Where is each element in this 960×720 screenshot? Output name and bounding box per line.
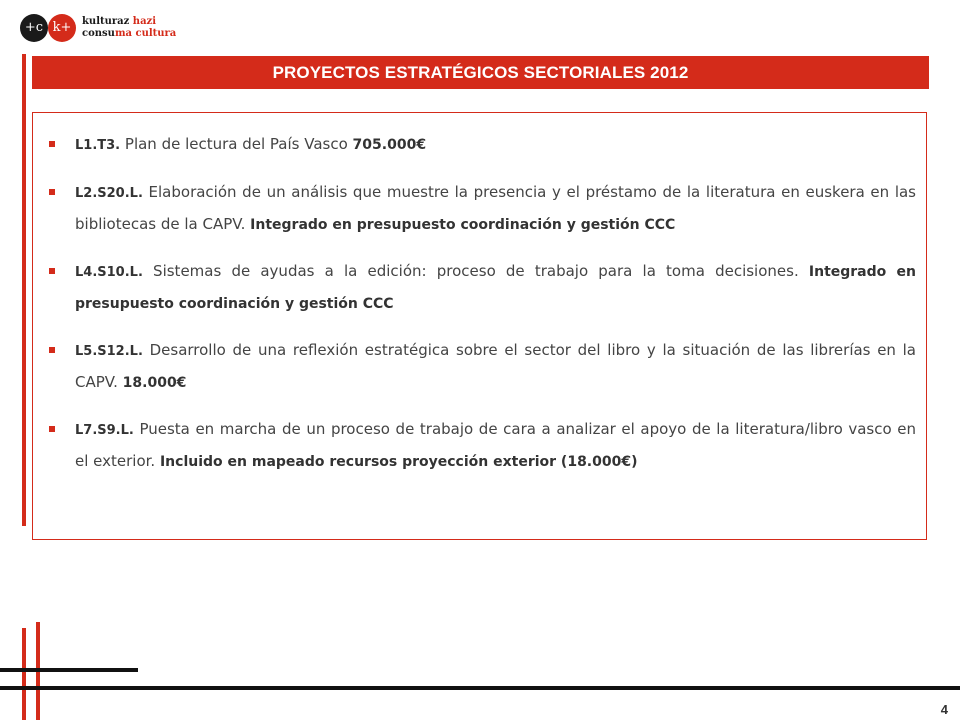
logo-text-hazi: hazi bbox=[132, 16, 157, 27]
item-text: Elaboración de un análisis que muestre la presencia y el préstamo de la literatura en euskera en las bibliotecas de la CAPV. bbox=[75, 183, 916, 233]
bullet-square-icon bbox=[49, 347, 55, 353]
list-item bbox=[49, 129, 916, 161]
decorative-black-line-short bbox=[0, 668, 138, 672]
logo-text-consu: consu bbox=[82, 28, 115, 39]
item-text: Puesta en marcha de un proceso de trabajo de cara a analizar el apoyo de la literatura/libro vasco en el exterior. bbox=[75, 420, 916, 470]
project-list bbox=[49, 129, 916, 493]
item-text: Desarrollo de una reflexión estratégica sobre el sector del libro y la situación de las librerías en la CAPV. bbox=[75, 341, 916, 391]
bullet-square-icon bbox=[49, 141, 55, 147]
logo-circle-plus-c: +c bbox=[20, 14, 48, 42]
list-item bbox=[49, 335, 916, 398]
item-code: L1.T3. bbox=[75, 138, 121, 153]
list-item bbox=[49, 177, 916, 240]
logo-text-ma-cultura: ma cultura bbox=[114, 28, 177, 39]
item-budget: Incluido en mapeado recursos proyección exterior (18.000€) bbox=[159, 454, 638, 470]
page-number: 4 bbox=[940, 702, 948, 717]
list-item bbox=[49, 414, 916, 477]
bullet-square-icon bbox=[49, 426, 55, 432]
item-code: L2.S20.L. bbox=[75, 186, 143, 201]
logo-wordmark bbox=[82, 16, 176, 40]
logo-text-kulturaz: kulturaz bbox=[82, 16, 133, 27]
bullet-square-icon bbox=[49, 189, 55, 195]
item-budget: 18.000€ bbox=[122, 375, 187, 391]
item-budget: Integrado en presupuesto coordinación y gestión CCC bbox=[75, 264, 916, 312]
item-budget: 705.000€ bbox=[352, 137, 427, 153]
content-box bbox=[32, 112, 927, 540]
bullet-square-icon bbox=[49, 268, 55, 274]
decorative-red-line-bottom-left bbox=[22, 628, 26, 720]
logo bbox=[20, 14, 180, 44]
decorative-black-line-long bbox=[0, 686, 960, 690]
item-code: L4.S10.L. bbox=[75, 265, 143, 280]
page-title: PROYECTOS ESTRATÉGICOS SECTORIALES 2012 bbox=[32, 56, 929, 89]
decorative-red-line-top bbox=[22, 54, 26, 526]
list-item bbox=[49, 256, 916, 319]
item-code: L5.S12.L. bbox=[75, 344, 143, 359]
item-budget: Integrado en presupuesto coordinación y gestión CCC bbox=[250, 217, 676, 233]
item-text: Sistemas de ayudas a la edición: proceso de trabajo para la toma decisiones. bbox=[142, 262, 809, 280]
item-code: L7.S9.L. bbox=[75, 423, 134, 438]
item-text: Plan de lectura del País Vasco bbox=[120, 135, 353, 153]
logo-circle-k-plus: k+ bbox=[48, 14, 76, 42]
